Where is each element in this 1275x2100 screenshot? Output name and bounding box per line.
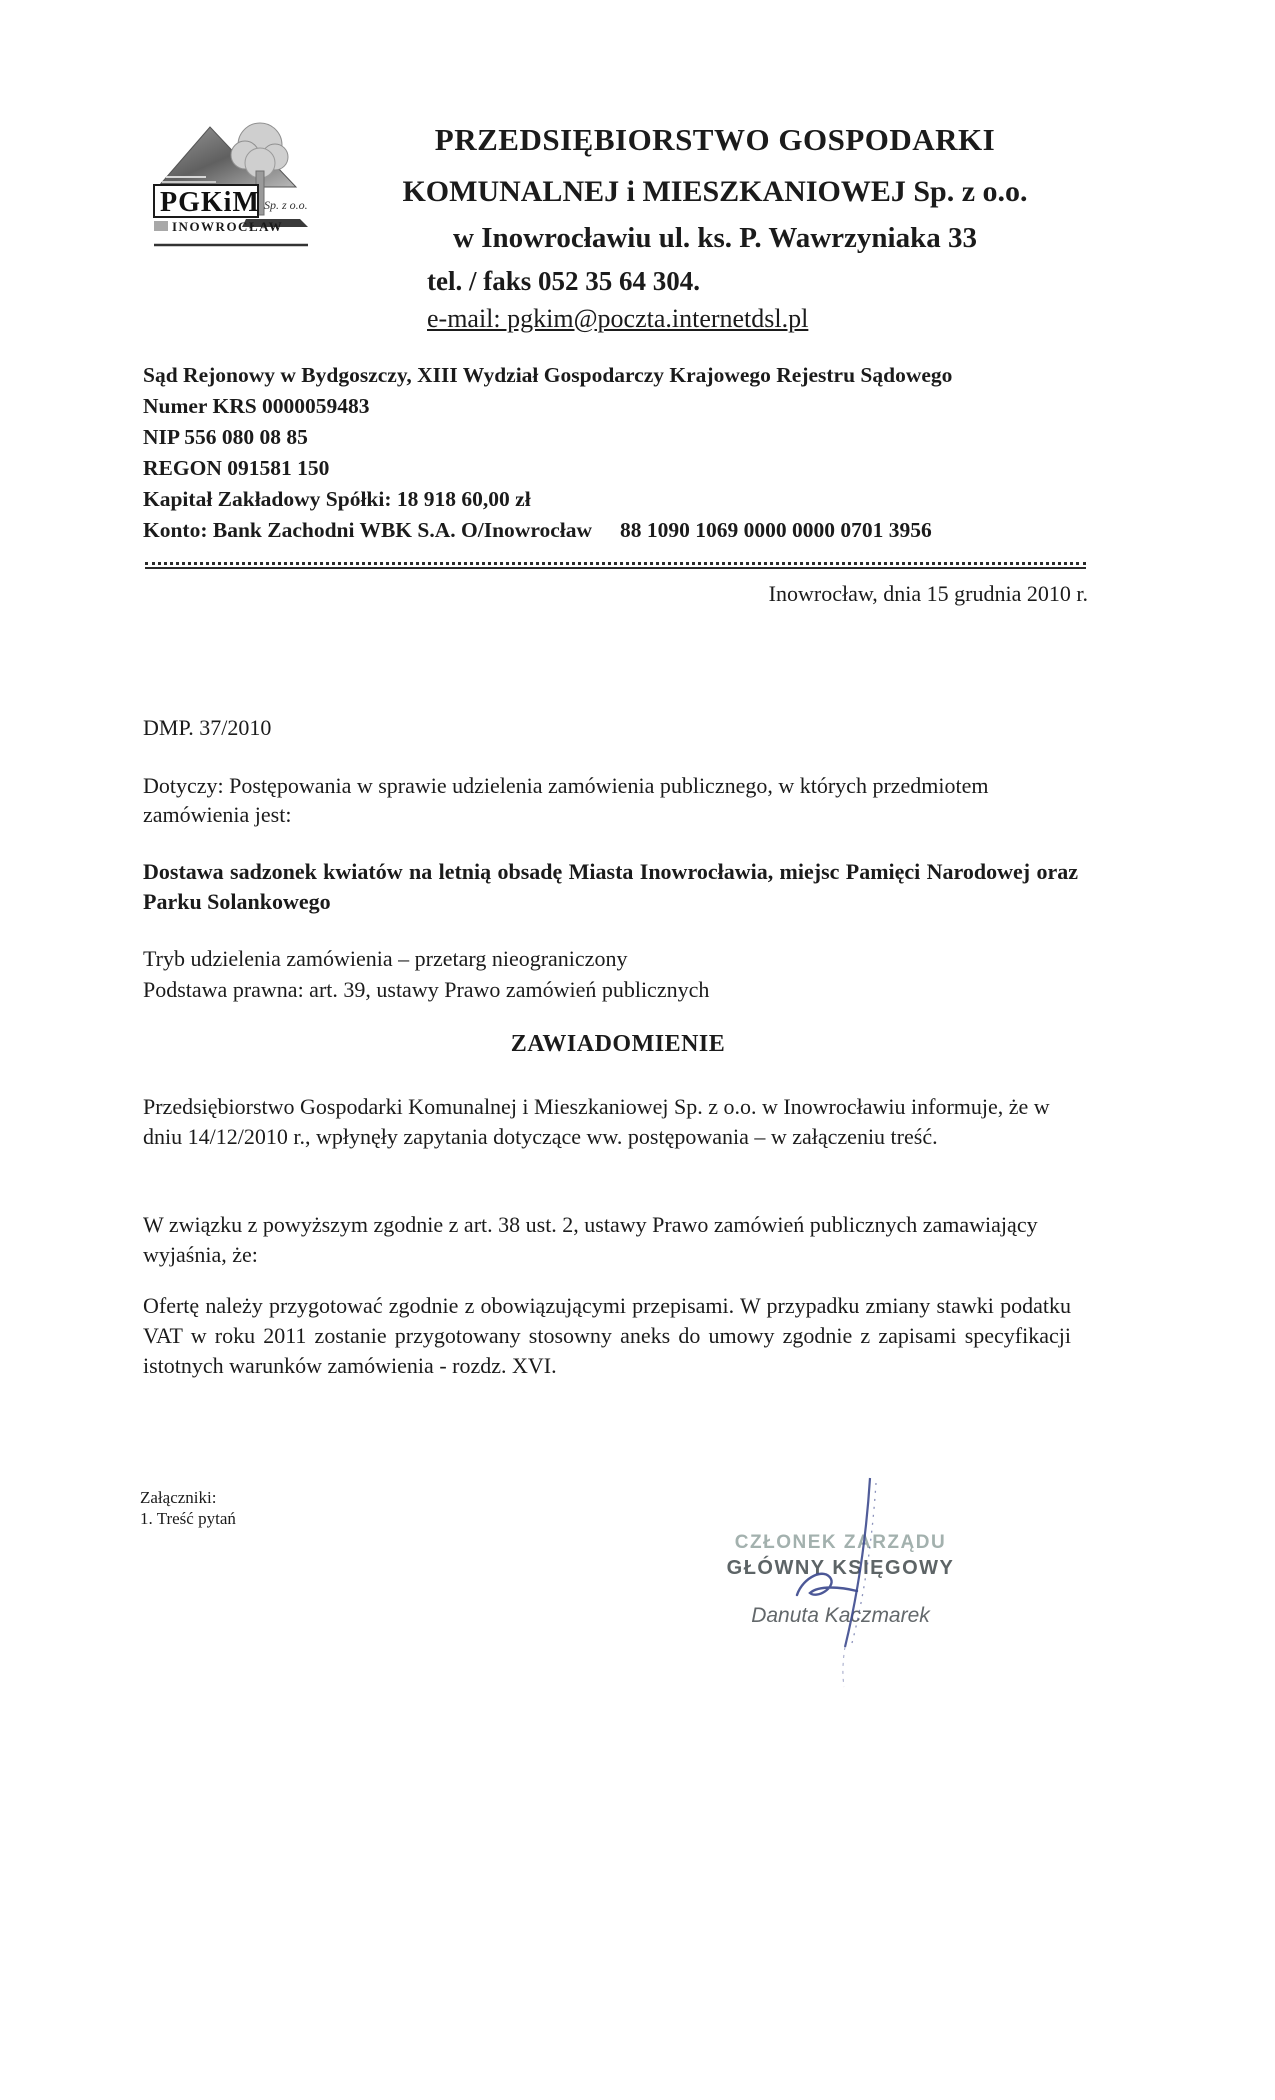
registry-nip: NIP 556 080 08 85: [143, 425, 308, 449]
signer-name: Danuta Kaczmarek: [751, 1604, 930, 1627]
procedure-block: [143, 944, 1043, 1005]
procedure-legal-basis: Podstawa prawna: art. 39, ustawy Prawo zamówień publicznych: [143, 976, 710, 1002]
registry-court: Sąd Rejonowy w Bydgoszczy, XIII Wydział Gospodarczy Krajowego Rejestru Sądowego: [143, 363, 953, 387]
logo-suffix: Sp. z o.o.: [264, 198, 308, 212]
company-address-line: w Inowrocławiu ul. ks. P. Wawrzyniaka 33: [453, 222, 977, 254]
registry-regon: REGON 091581 150: [143, 456, 330, 480]
logo-city: INOWROCŁAW: [172, 219, 284, 234]
attachments-item-1: 1. Treść pytań: [140, 1509, 236, 1528]
subject-bold: Dostawa sadzonek kwiatów na letnią obsadę Miasta Inowrocławia, miejsc Pamięci Narodowej oraz Parku Solankowego: [143, 859, 1078, 914]
registry-account-label: Konto: Bank Zachodni WBK S.A. O/Inowrocław: [143, 518, 593, 542]
subject-intro: Dotyczy: Postępowania w sprawie udzielenia zamówienia publicznego, w których przedmiotem zamówienia jest:: [143, 773, 989, 827]
body-paragraph-3: Ofertę należy przygotować zgodnie z obowiązującymi przepisami. W przypadku zmiany stawki podatku VAT w roku 2011 zostanie przygotowany stosowny aneks do umowy zgodnie z zapisami specyfikacji istotnych warunków zamówienia - rozdz. XVI.: [143, 1293, 1071, 1378]
procedure-mode: Tryb udzielenia zamówienia – przetarg nieograniczony: [143, 946, 628, 971]
registry-account: [143, 515, 1143, 546]
registry-block: [143, 360, 1143, 546]
attachments-block: [140, 1487, 236, 1529]
reference-number: DMP. 37/2010: [143, 715, 272, 740]
registry-account-number: 88 1090 1069 0000 0000 0701 3956: [620, 518, 932, 542]
company-name-line1: PRZEDSIĘBIORSTWO GOSPODARKI: [434, 122, 996, 157]
stamp-title-line2: GŁÓWNY KSIĘGOWY: [726, 1557, 955, 1579]
dotted-separator: [145, 562, 1086, 569]
logo-acronym: PGKiM: [160, 187, 260, 218]
body-paragraph-2: W związku z powyższym zgodnie z art. 38 ust. 2, ustawy Prawo zamówień publicznych zamawiający wyjaśnia, że:: [143, 1212, 1038, 1267]
company-name-line2: KOMUNALNEJ i MIESZKANIOWEJ Sp. z o.o.: [402, 175, 1028, 208]
logo-stripe-mark: [154, 221, 168, 231]
letterhead-company-block: [350, 122, 1080, 255]
notice-title: ZAWIADOMIENIE: [510, 1031, 726, 1057]
phone-fax-line: tel. / faks 052 35 64 304.: [427, 266, 700, 296]
handwritten-signature-icon: [745, 1455, 930, 1695]
registry-krs: Numer KRS 0000059483: [143, 394, 370, 418]
attachments-label: Załączniki:: [140, 1488, 217, 1507]
place-date-line: Inowrocław, dnia 15 grudnia 2010 r.: [768, 581, 1088, 606]
body-paragraph-1: Przedsiębiorstwo Gospodarki Komunalnej i Mieszkaniowej Sp. z o.o. w Inowrocławiu informuje, że w dniu 14/12/2010 r., wpłynęły zapytania dotyczące ww. postępowania – w załączeniu treść.: [143, 1094, 1050, 1149]
email-line: e-mail: pgkim@poczta.internetdsl.pl: [427, 304, 809, 333]
pgkim-logo: [148, 115, 316, 250]
registry-capital: Kapitał Zakładowy Spółki: 18 918 60,00 zł: [143, 487, 531, 511]
stamp-title-line1: CZŁONEK ZARZĄDU: [734, 1532, 947, 1553]
